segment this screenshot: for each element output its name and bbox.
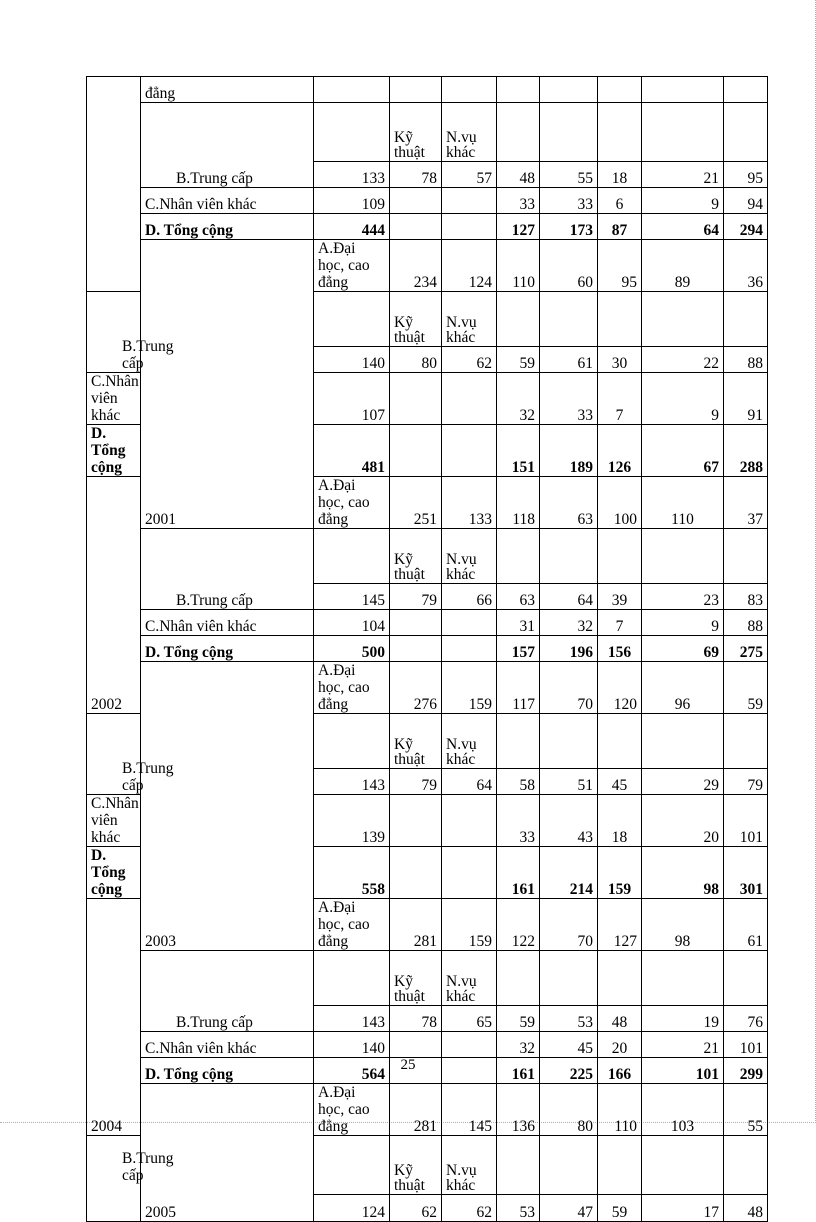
value-cell: 196 <box>540 636 598 662</box>
value-cell: 21 <box>642 1032 724 1058</box>
value-cell: 48 <box>598 1006 642 1032</box>
value-cell: 124 <box>442 240 497 292</box>
page-number: 25 <box>400 1057 416 1073</box>
value-cell: 39 <box>598 584 642 610</box>
value-cell: 145 <box>314 584 390 610</box>
value-cell: 157 <box>497 636 540 662</box>
value-cell: 127 <box>497 214 540 240</box>
value-cell: 33 <box>540 188 598 214</box>
row-label: A.Đại học, cao đẳng <box>314 662 390 714</box>
row-label: C.Nhân viên khác <box>87 795 141 847</box>
year-cell: 2003 <box>141 662 314 951</box>
empty-cell <box>598 292 642 347</box>
value-cell: 299 <box>724 1058 768 1084</box>
empty-cell <box>724 714 768 769</box>
table-row <box>87 240 768 292</box>
value-cell: 140 <box>314 347 390 373</box>
value-cell: 48 <box>497 162 540 188</box>
value-cell: 110 <box>598 1084 642 1136</box>
empty-cell <box>314 714 390 769</box>
value-cell: 281 <box>390 1084 442 1136</box>
ky-thuat-label: Kỹ thuật <box>390 292 442 347</box>
nvu-khac-label: N.vụ khác <box>442 714 497 769</box>
value-cell: 145 <box>442 1084 497 1136</box>
value-cell: 91 <box>724 373 768 425</box>
value-cell: 110 <box>497 240 540 292</box>
table-row <box>87 951 768 1006</box>
value-cell: 107 <box>314 373 390 425</box>
value-cell: 103 <box>642 1084 724 1136</box>
table-row <box>87 188 768 214</box>
value-cell: 161 <box>497 847 540 899</box>
value-cell: 159 <box>598 847 642 899</box>
value-cell: 122 <box>497 899 540 951</box>
value-cell: 9 <box>642 373 724 425</box>
empty-cell <box>540 1136 598 1195</box>
value-cell: 78 <box>390 1006 442 1032</box>
value-cell <box>390 373 442 425</box>
value-cell: 80 <box>540 1084 598 1136</box>
empty-cell <box>314 103 390 162</box>
value-cell: 32 <box>497 373 540 425</box>
value-cell <box>390 188 442 214</box>
row-label: B.Trung cấp <box>141 951 314 1032</box>
value-cell: 83 <box>724 584 768 610</box>
empty-cell <box>642 292 724 347</box>
value-cell: 133 <box>314 162 390 188</box>
value-cell: 136 <box>497 1084 540 1136</box>
year-cell: 2004 <box>87 899 141 1136</box>
value-cell: 22 <box>642 347 724 373</box>
value-cell: 9 <box>642 188 724 214</box>
value-cell: 444 <box>314 214 390 240</box>
value-cell: 301 <box>724 847 768 899</box>
empty-cell <box>724 1136 768 1195</box>
empty-cell <box>598 529 642 584</box>
value-cell: 294 <box>724 214 768 240</box>
value-cell: 225 <box>540 1058 598 1084</box>
value-cell: 78 <box>390 162 442 188</box>
value-cell <box>390 214 442 240</box>
value-cell: 79 <box>390 584 442 610</box>
empty-cell <box>724 77 768 103</box>
value-cell: 33 <box>497 795 540 847</box>
value-cell: 20 <box>642 795 724 847</box>
empty-cell <box>724 951 768 1006</box>
value-cell: 79 <box>724 769 768 795</box>
value-cell: 63 <box>540 477 598 529</box>
row-label: B.Trung cấp <box>87 714 141 795</box>
empty-cell <box>642 1136 724 1195</box>
nvu-khac-label: N.vụ khác <box>442 292 497 347</box>
value-cell: 47 <box>540 1195 598 1222</box>
value-cell: 6 <box>598 188 642 214</box>
empty-cell <box>724 103 768 162</box>
value-cell: 80 <box>390 347 442 373</box>
empty-cell <box>497 1136 540 1195</box>
row-label: B.Trung cấp <box>141 529 314 610</box>
value-cell: 29 <box>642 769 724 795</box>
value-cell: 94 <box>724 188 768 214</box>
value-cell: 48 <box>724 1195 768 1222</box>
value-cell: 59 <box>598 1195 642 1222</box>
value-cell: 89 <box>642 240 724 292</box>
empty-cell <box>598 1136 642 1195</box>
table-row <box>87 103 768 162</box>
value-cell: 70 <box>540 899 598 951</box>
row-label: D. Tổng cộng <box>87 425 141 477</box>
value-cell: 564 <box>314 1058 390 1084</box>
value-cell: 7 <box>598 373 642 425</box>
empty-cell <box>390 77 442 103</box>
empty-cell <box>598 714 642 769</box>
value-cell: 23 <box>642 584 724 610</box>
value-cell: 9 <box>642 610 724 636</box>
value-cell: 156 <box>598 636 642 662</box>
ky-thuat-label: Kỹ thuật <box>390 529 442 584</box>
value-cell: 143 <box>314 769 390 795</box>
value-cell: 87 <box>598 214 642 240</box>
table-row <box>87 77 768 103</box>
value-cell: 127 <box>598 899 642 951</box>
value-cell: 64 <box>442 769 497 795</box>
value-cell <box>390 847 442 899</box>
empty-cell <box>540 714 598 769</box>
value-cell: 151 <box>497 425 540 477</box>
statistics-table <box>86 76 768 1222</box>
value-cell: 20 <box>598 1032 642 1058</box>
value-cell: 120 <box>598 662 642 714</box>
value-cell: 139 <box>314 795 390 847</box>
value-cell: 53 <box>540 1006 598 1032</box>
empty-cell <box>497 103 540 162</box>
value-cell: 76 <box>724 1006 768 1032</box>
year-cell: 2001 <box>141 240 314 529</box>
empty-cell <box>598 103 642 162</box>
value-cell <box>442 1032 497 1058</box>
value-cell: 66 <box>442 584 497 610</box>
value-cell: 143 <box>314 1006 390 1032</box>
value-cell: 100 <box>598 477 642 529</box>
empty-cell <box>642 951 724 1006</box>
row-label: đẳng <box>141 77 314 103</box>
empty-cell <box>540 292 598 347</box>
value-cell: 62 <box>442 1195 497 1222</box>
row-label: A.Đại học, cao đẳng <box>314 240 390 292</box>
value-cell: 51 <box>540 769 598 795</box>
value-cell: 159 <box>442 899 497 951</box>
value-cell: 58 <box>497 769 540 795</box>
value-cell: 159 <box>442 662 497 714</box>
value-cell: 21 <box>642 162 724 188</box>
value-cell: 140 <box>314 1032 390 1058</box>
value-cell: 65 <box>442 1006 497 1032</box>
row-label: B.Trung cấp <box>87 292 141 373</box>
value-cell: 55 <box>724 1084 768 1136</box>
value-cell: 7 <box>598 610 642 636</box>
nvu-khac-label: N.vụ khác <box>442 1136 497 1195</box>
value-cell: 95 <box>598 240 642 292</box>
value-cell <box>390 425 442 477</box>
value-cell: 481 <box>314 425 390 477</box>
table-row <box>87 1084 768 1136</box>
value-cell: 61 <box>724 899 768 951</box>
value-cell: 558 <box>314 847 390 899</box>
value-cell: 45 <box>598 769 642 795</box>
row-label: B.Trung cấp <box>87 1136 141 1222</box>
empty-cell <box>314 951 390 1006</box>
value-cell <box>390 795 442 847</box>
value-cell <box>442 847 497 899</box>
value-cell: 17 <box>642 1195 724 1222</box>
value-cell: 214 <box>540 847 598 899</box>
empty-cell <box>540 77 598 103</box>
value-cell <box>442 610 497 636</box>
value-cell: 500 <box>314 636 390 662</box>
value-cell: 124 <box>314 1195 390 1222</box>
row-label: C.Nhân viên khác <box>141 188 314 214</box>
value-cell: 101 <box>724 1032 768 1058</box>
empty-cell <box>540 951 598 1006</box>
value-cell: 18 <box>598 162 642 188</box>
value-cell: 33 <box>540 373 598 425</box>
row-label: C.Nhân viên khác <box>87 373 141 425</box>
value-cell: 95 <box>724 162 768 188</box>
value-cell: 57 <box>442 162 497 188</box>
empty-cell <box>497 714 540 769</box>
empty-cell <box>642 714 724 769</box>
ky-thuat-label: Kỹ thuật <box>390 951 442 1006</box>
nvu-khac-label: N.vụ khác <box>442 951 497 1006</box>
value-cell: 98 <box>642 847 724 899</box>
value-cell <box>390 610 442 636</box>
value-cell: 166 <box>598 1058 642 1084</box>
value-cell: 96 <box>642 662 724 714</box>
empty-cell <box>540 529 598 584</box>
value-cell: 33 <box>497 188 540 214</box>
row-label: D. Tổng cộng <box>141 1058 314 1084</box>
table-row <box>87 529 768 584</box>
table-row <box>87 662 768 714</box>
row-label: A.Đại học, cao đẳng <box>314 477 390 529</box>
value-cell: 62 <box>390 1195 442 1222</box>
empty-cell <box>497 951 540 1006</box>
value-cell: 288 <box>724 425 768 477</box>
value-cell <box>390 636 442 662</box>
value-cell: 173 <box>540 214 598 240</box>
value-cell: 67 <box>642 425 724 477</box>
value-cell: 30 <box>598 347 642 373</box>
value-cell: 109 <box>314 188 390 214</box>
value-cell: 60 <box>540 240 598 292</box>
value-cell: 64 <box>642 214 724 240</box>
value-cell: 36 <box>724 240 768 292</box>
value-cell: 59 <box>497 1006 540 1032</box>
empty-cell <box>642 529 724 584</box>
ky-thuat-label: Kỹ thuật <box>390 714 442 769</box>
value-cell: 118 <box>497 477 540 529</box>
row-label: D. Tổng cộng <box>87 847 141 899</box>
value-cell: 98 <box>642 899 724 951</box>
value-cell: 189 <box>540 425 598 477</box>
row-label: C.Nhân viên khác <box>141 610 314 636</box>
row-label: D. Tổng cộng <box>141 636 314 662</box>
value-cell: 234 <box>390 240 442 292</box>
empty-cell <box>540 103 598 162</box>
value-cell: 133 <box>442 477 497 529</box>
value-cell: 110 <box>642 477 724 529</box>
year-cell: 2002 <box>87 477 141 714</box>
value-cell: 62 <box>442 347 497 373</box>
empty-cell <box>642 77 724 103</box>
ky-thuat-label: Kỹ thuật <box>390 1136 442 1195</box>
empty-cell <box>724 529 768 584</box>
value-cell: 32 <box>497 1032 540 1058</box>
empty-cell <box>497 529 540 584</box>
empty-cell <box>442 77 497 103</box>
value-cell: 104 <box>314 610 390 636</box>
value-cell: 79 <box>390 769 442 795</box>
value-cell <box>442 214 497 240</box>
row-label: C.Nhân viên khác <box>141 1032 314 1058</box>
value-cell: 70 <box>540 662 598 714</box>
value-cell: 126 <box>598 425 642 477</box>
ky-thuat-label: Kỹ thuật <box>390 103 442 162</box>
value-cell <box>442 425 497 477</box>
nvu-khac-label: N.vụ khác <box>442 529 497 584</box>
value-cell <box>442 636 497 662</box>
value-cell <box>442 188 497 214</box>
empty-cell <box>642 103 724 162</box>
value-cell: 63 <box>497 584 540 610</box>
value-cell: 59 <box>497 347 540 373</box>
empty-cell <box>314 1136 390 1195</box>
empty-cell <box>598 951 642 1006</box>
value-cell: 43 <box>540 795 598 847</box>
empty-cell <box>497 292 540 347</box>
value-cell: 18 <box>598 795 642 847</box>
value-cell: 88 <box>724 610 768 636</box>
empty-cell <box>314 292 390 347</box>
value-cell: 45 <box>540 1032 598 1058</box>
value-cell: 32 <box>540 610 598 636</box>
value-cell <box>390 1032 442 1058</box>
value-cell: 251 <box>390 477 442 529</box>
table-row <box>87 636 768 662</box>
value-cell: 88 <box>724 347 768 373</box>
value-cell: 101 <box>724 795 768 847</box>
value-cell: 275 <box>724 636 768 662</box>
value-cell: 69 <box>642 636 724 662</box>
row-label: D. Tổng cộng <box>141 214 314 240</box>
value-cell: 55 <box>540 162 598 188</box>
table-row <box>87 610 768 636</box>
value-cell <box>442 373 497 425</box>
value-cell: 117 <box>497 662 540 714</box>
year-cell <box>87 77 141 292</box>
empty-cell <box>724 292 768 347</box>
value-cell: 19 <box>642 1006 724 1032</box>
value-cell: 53 <box>497 1195 540 1222</box>
row-label: A.Đại học, cao đẳng <box>314 899 390 951</box>
year-cell: 2005 <box>141 1084 314 1222</box>
nvu-khac-label: N.vụ khác <box>442 103 497 162</box>
value-cell: 64 <box>540 584 598 610</box>
value-cell: 37 <box>724 477 768 529</box>
empty-cell <box>314 77 390 103</box>
empty-cell <box>314 529 390 584</box>
value-cell <box>442 795 497 847</box>
value-cell: 59 <box>724 662 768 714</box>
value-cell: 281 <box>390 899 442 951</box>
empty-cell <box>598 77 642 103</box>
empty-cell <box>497 77 540 103</box>
value-cell: 101 <box>642 1058 724 1084</box>
table-row <box>87 1032 768 1058</box>
value-cell: 61 <box>540 347 598 373</box>
value-cell: 31 <box>497 610 540 636</box>
value-cell: 161 <box>497 1058 540 1084</box>
value-cell: 276 <box>390 662 442 714</box>
table-row <box>87 214 768 240</box>
row-label: A.Đại học, cao đẳng <box>314 1084 390 1136</box>
row-label: B.Trung cấp <box>141 103 314 188</box>
